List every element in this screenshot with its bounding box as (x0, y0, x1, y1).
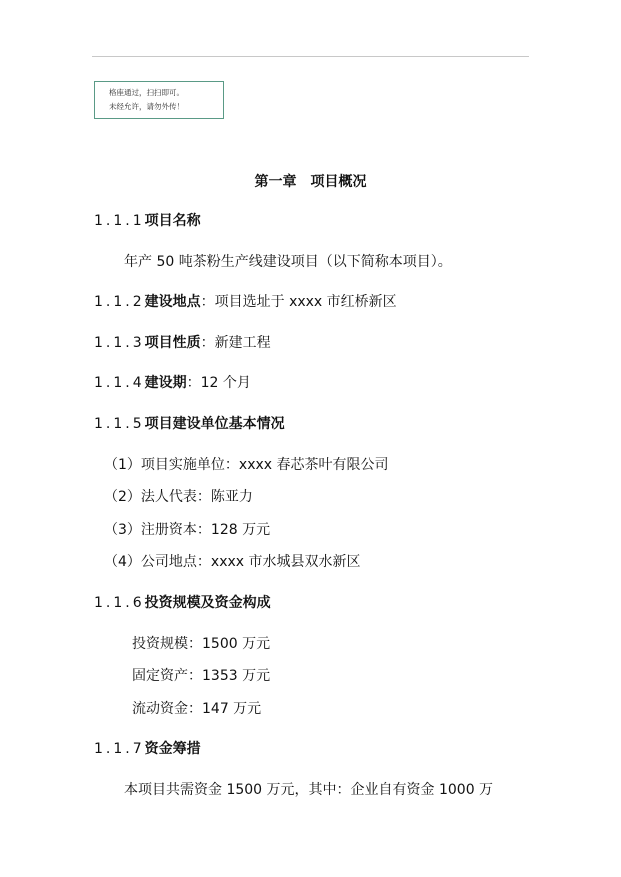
section-title: 项目性质 (144, 335, 201, 351)
notice-line-2: 未经允许，请勿外传！ (109, 102, 184, 111)
section-value: ：项目选址于 xxxx 市红桥新区 (200, 294, 397, 310)
section-number: 1.1.4 (94, 375, 145, 391)
notice-stamp (94, 81, 224, 119)
list-item: 流动资金：147 万元 (132, 701, 262, 717)
section-heading-1-1-7 (94, 740, 201, 758)
section-title: 项目建设单位基本情况 (144, 416, 285, 432)
list-item: （3）注册资本：128 万元 (104, 522, 271, 538)
list-item: （4）公司地点：xxxx 市水城县双水新区 (104, 554, 361, 570)
section-heading-1-1-6 (94, 594, 271, 612)
funding-paragraph: 本项目共需资金 1500 万元，其中：企业自有资金 1000 万 (124, 782, 494, 798)
section-number: 1.1.6 (94, 595, 145, 611)
section-title: 项目名称 (144, 213, 201, 229)
section-number: 1.1.2 (94, 294, 145, 310)
chapter-title: 第一章 项目概况 (254, 174, 367, 190)
section-value: ：新建工程 (200, 335, 271, 351)
list-item: （1）项目实施单位：xxxx 春芯茶叶有限公司 (104, 457, 389, 473)
list-item: （2）法人代表：陈亚力 (104, 489, 253, 505)
section-number: 1.1.3 (94, 335, 145, 351)
list-item: 投资规模：1500 万元 (132, 636, 271, 652)
section-heading-1-1-4 (94, 374, 251, 392)
section-heading-1-1-5 (94, 415, 285, 433)
section-heading-1-1-2 (94, 293, 397, 311)
section-title: 建设地点 (144, 294, 201, 310)
section-heading-1-1-1 (94, 212, 201, 230)
section-heading-1-1-3 (94, 334, 271, 352)
notice-line-1: 格座通过，扫扫即可。 (109, 88, 184, 97)
section-title: 投资规模及资金构成 (144, 595, 271, 611)
section-value: ：12 个月 (186, 375, 251, 391)
list-item: 固定资产：1353 万元 (132, 668, 271, 684)
project-name-paragraph: 年产 50 吨茶粉生产线建设项目（以下简称本项目）。 (124, 254, 452, 270)
section-title: 建设期 (144, 375, 187, 391)
section-number: 1.1.1 (94, 213, 145, 229)
header-rule (92, 56, 529, 57)
section-number: 1.1.5 (94, 416, 145, 432)
section-title: 资金筹措 (144, 741, 201, 757)
section-number: 1.1.7 (94, 741, 145, 757)
